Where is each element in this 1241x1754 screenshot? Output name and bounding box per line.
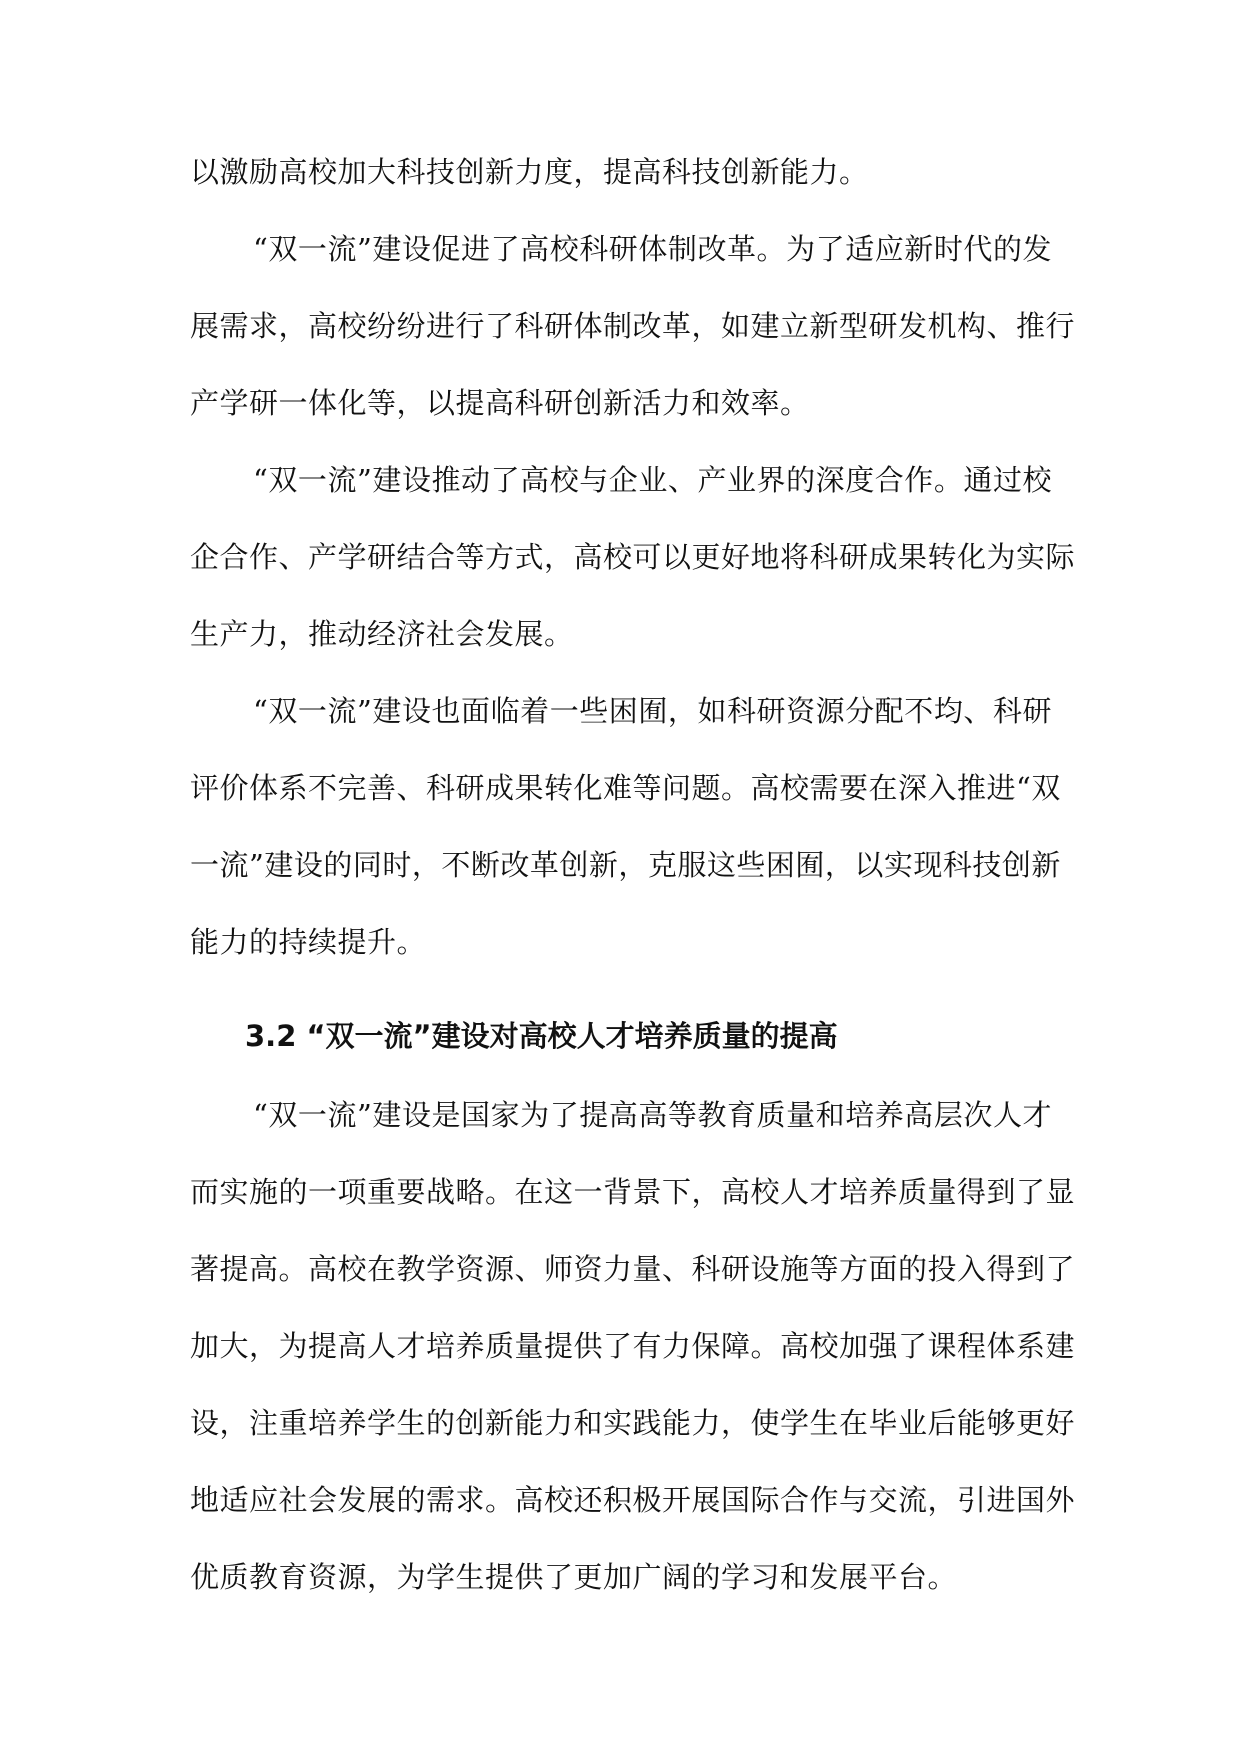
paragraph-4-line-2: 评价体系不完善、科研成果转化难等问题。高校需要在深入推进“双 (190, 771, 1061, 805)
paragraph-3-line-3: 生产力，推动经济社会发展。 (190, 617, 574, 651)
paragraph-4-line-1: “双一流”建设也面临着一些困囿，如科研资源分配不均、科研 (253, 694, 1052, 728)
paragraph-1-line-1: 以激励高校加大科技创新力度，提高科技创新能力。 (190, 155, 869, 189)
section-paragraph-line-5: 设，注重培养学生的创新能力和实践能力，使学生在毕业后能够更好 (190, 1406, 1076, 1440)
section-paragraph-line-3: 著提高。高校在教学资源、师资力量、科研设施等方面的投入得到了 (190, 1252, 1076, 1286)
paragraph-2-line-3: 产学研一体化等，以提高科研创新活力和效率。 (190, 386, 810, 420)
section-paragraph-line-4: 加大，为提高人才培养质量提供了有力保障。高校加强了课程体系建 (190, 1329, 1076, 1363)
section-paragraph-line-6: 地适应社会发展的需求。高校还积极开展国际合作与交流，引进国外 (190, 1483, 1076, 1517)
section-heading: 3.2 “双一流”建设对高校人才培养质量的提高 (245, 1019, 838, 1053)
section-paragraph-line-2: 而实施的一项重要战略。在这一背景下，高校人才培养质量得到了显 (190, 1175, 1076, 1209)
paragraph-4-line-3: 一流”建设的同时，不断改革创新，克服这些困囿，以实现科技创新 (190, 848, 1061, 882)
paragraph-4-line-4: 能力的持续提升。 (190, 925, 427, 959)
paragraph-2-line-2: 展需求，高校纷纷进行了科研体制改革，如建立新型研发机构、推行 (190, 309, 1076, 343)
section-paragraph-line-7: 优质教育资源，为学生提供了更加广阔的学习和发展平台。 (190, 1560, 958, 1594)
paragraph-3-line-2: 企合作、产学研结合等方式，高校可以更好地将科研成果转化为实际 (190, 540, 1076, 574)
section-paragraph-line-1: “双一流”建设是国家为了提高高等教育质量和培养高层次人才 (253, 1098, 1052, 1132)
paragraph-3-line-1: “双一流”建设推动了高校与企业、产业界的深度合作。通过校 (253, 463, 1052, 497)
paragraph-2-line-1: “双一流”建设促进了高校科研体制改革。为了适应新时代的发 (253, 232, 1052, 266)
